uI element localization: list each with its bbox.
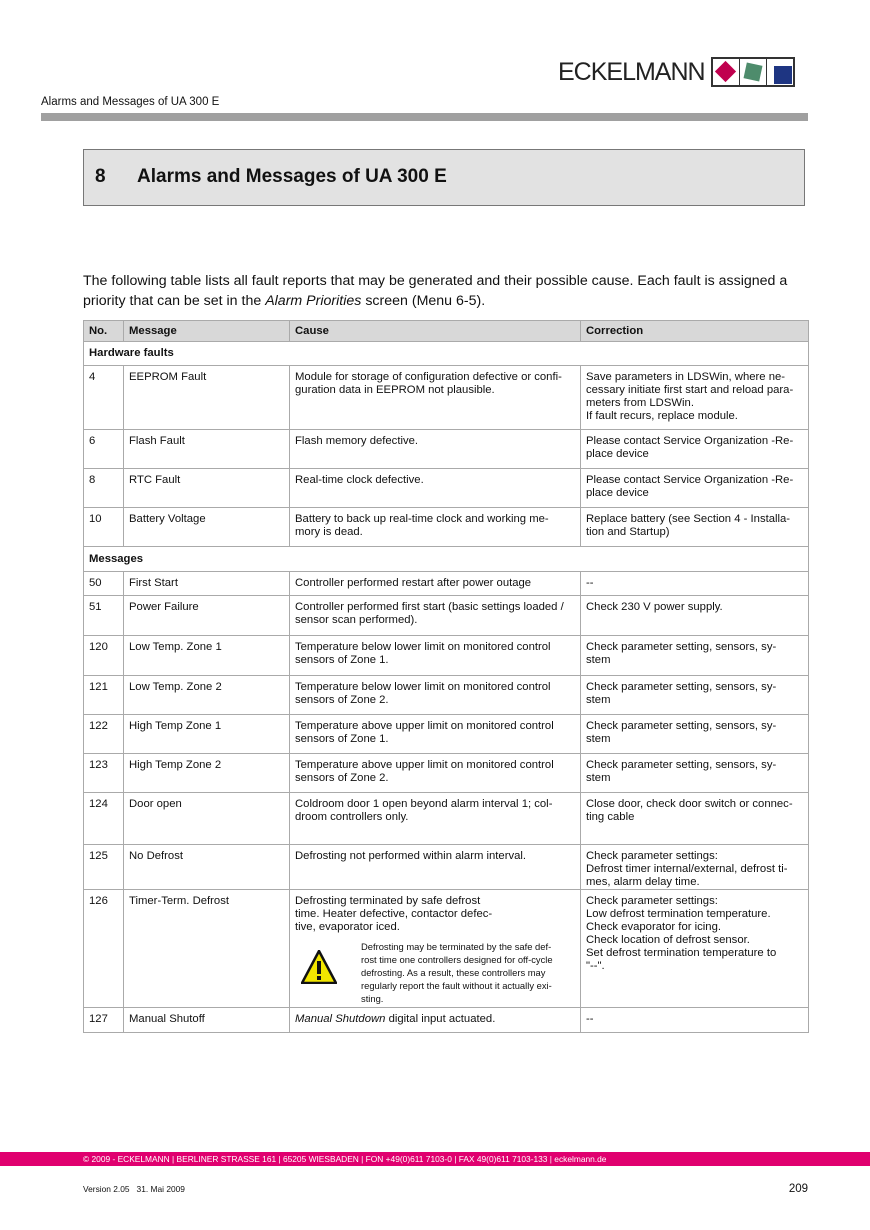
chapter-title: Alarms and Messages of UA 300 E bbox=[137, 166, 447, 187]
table-row bbox=[84, 1008, 809, 1033]
cell-message: First Start bbox=[124, 572, 290, 596]
cell-no: 50 bbox=[84, 572, 124, 596]
cell-no: 121 bbox=[84, 676, 124, 715]
cell-no: 125 bbox=[84, 845, 124, 890]
table-row bbox=[84, 890, 809, 1008]
cell-cause: Temperature below lower limit on monitored control sensors of Zone 2. bbox=[290, 676, 581, 715]
cell-message: Low Temp. Zone 2 bbox=[124, 676, 290, 715]
cell-message: High Temp Zone 2 bbox=[124, 754, 290, 793]
table-row bbox=[84, 572, 809, 596]
cell-message: Flash Fault bbox=[124, 430, 290, 469]
cell-no: 6 bbox=[84, 430, 124, 469]
cell-message: No Defrost bbox=[124, 845, 290, 890]
cell-no: 8 bbox=[84, 469, 124, 508]
table-header-row bbox=[84, 321, 809, 342]
cell-no: 51 bbox=[84, 596, 124, 636]
cell-correction: Check parameter setting, sensors, sy- stem bbox=[581, 636, 809, 676]
cell-cause: Defrosting terminated by safe defrost time. Heater defective, contactor defec- tive, evaporator iced. Defrosting may be terminated by the safe def- rost time one controllers designed for off-cycle defrosting. As a result, these controllers may regularly report the fault without it actually exi- sting. bbox=[290, 890, 581, 1008]
cell-message: Manual Shutoff bbox=[124, 1008, 290, 1033]
cell-cause: Temperature above upper limit on monitored control sensors of Zone 2. bbox=[290, 754, 581, 793]
col-header: Message bbox=[124, 321, 290, 342]
input-name: Manual Shutdown bbox=[295, 1013, 386, 1025]
cell-cause: Coldroom door 1 open beyond alarm interval 1; col- droom controllers only. bbox=[290, 793, 581, 845]
cell-no: 10 bbox=[84, 508, 124, 547]
cell-correction: Check parameter settings: Defrost timer internal/external, defrost ti- mes, alarm delay time. bbox=[581, 845, 809, 890]
chapter-number: 8 bbox=[95, 166, 106, 187]
cell-cause: Battery to back up real-time clock and working me- mory is dead. bbox=[290, 508, 581, 547]
cell-no: 123 bbox=[84, 754, 124, 793]
table-row bbox=[84, 430, 809, 469]
cell-correction: Please contact Service Organization -Re- place device bbox=[581, 469, 809, 508]
cell-cause: Controller performed restart after power outage bbox=[290, 572, 581, 596]
page-number: 209 bbox=[788, 1183, 808, 1195]
col-header: Cause bbox=[290, 321, 581, 342]
table-row bbox=[84, 636, 809, 676]
section-title: Hardware faults bbox=[84, 342, 809, 366]
section-title: Messages bbox=[84, 547, 809, 572]
cell-correction: Save parameters in LDSWin, where ne- cessary initiate first start and reload para- meters from LDSWin. If fault recurs, replace module. bbox=[581, 366, 809, 430]
col-header: No. bbox=[84, 321, 124, 342]
cell-message: Door open bbox=[124, 793, 290, 845]
cell-correction: Check parameter setting, sensors, sy- stem bbox=[581, 676, 809, 715]
table-row bbox=[84, 754, 809, 793]
cell-correction: Close door, check door switch or connec- ting cable bbox=[581, 793, 809, 845]
cell-cause: Temperature above upper limit on monitored control sensors of Zone 1. bbox=[290, 715, 581, 754]
cell-correction: -- bbox=[581, 1008, 809, 1033]
table-row bbox=[84, 793, 809, 845]
running-header: Alarms and Messages of UA 300 E bbox=[41, 96, 220, 108]
cell-message: EEPROM Fault bbox=[124, 366, 290, 430]
col-header: Correction bbox=[581, 321, 809, 342]
table-row bbox=[84, 676, 809, 715]
cell-message: Timer-Term. Defrost bbox=[124, 890, 290, 1008]
footer-bar bbox=[0, 1152, 870, 1166]
table-row bbox=[84, 845, 809, 890]
warning-note bbox=[295, 940, 575, 1005]
logo-text: ECKELMANN bbox=[558, 57, 705, 86]
cell-message: RTC Fault bbox=[124, 469, 290, 508]
note-text: Defrosting may be terminated by the safe def- rost time one controllers designed for off-cycle defrosting. As a result, these controllers may regularly report the fault without it actually exi- sting. bbox=[361, 941, 553, 1004]
section-row bbox=[84, 342, 809, 366]
cell-correction: Check 230 V power supply. bbox=[581, 596, 809, 636]
cell-no: 122 bbox=[84, 715, 124, 754]
cell-correction: Please contact Service Organization -Re- place device bbox=[581, 430, 809, 469]
table-row bbox=[84, 508, 809, 547]
logo-squares bbox=[711, 57, 795, 87]
version-info: Version 2.05 31. Mai 2009 bbox=[83, 1184, 185, 1194]
table-row bbox=[84, 715, 809, 754]
cell-message: Power Failure bbox=[124, 596, 290, 636]
cell-cause: Flash memory defective. bbox=[290, 430, 581, 469]
cell-cause: Real-time clock defective. bbox=[290, 469, 581, 508]
cell-correction: Check parameter settings: Low defrost termination temperature. Check evaporator for icing. Check location of defrost sensor. Set defrost termination temperature to "--". bbox=[581, 890, 809, 1008]
cell-correction: Check parameter setting, sensors, sy- stem bbox=[581, 754, 809, 793]
cell-cause: Manual Shutdown digital input actuated. bbox=[290, 1008, 581, 1033]
cell-cause: Module for storage of configuration defective or confi- guration data in EEPROM not plausible. bbox=[290, 366, 581, 430]
cell-correction: -- bbox=[581, 572, 809, 596]
cell-cause: Temperature below lower limit on monitored control sensors of Zone 1. bbox=[290, 636, 581, 676]
cell-no: 126 bbox=[84, 890, 124, 1008]
header-rule bbox=[41, 113, 808, 121]
cell-cause: Defrosting not performed within alarm interval. bbox=[290, 845, 581, 890]
footer-address: © 2009 - ECKELMANN | BERLINER STRASSE 161 | 65205 WIESBADEN | FON +49(0)611 7103-0 | FAX 49(0)611 7103-133 | eckelmann.de bbox=[83, 1154, 607, 1164]
cell-message: Battery Voltage bbox=[124, 508, 290, 547]
section-row bbox=[84, 547, 809, 572]
warning-icon bbox=[295, 940, 361, 1005]
cell-no: 120 bbox=[84, 636, 124, 676]
table-row bbox=[84, 469, 809, 508]
cell-no: 127 bbox=[84, 1008, 124, 1033]
cell-correction: Replace battery (see Section 4 - Installa- tion and Startup) bbox=[581, 508, 809, 547]
cell-no: 4 bbox=[84, 366, 124, 430]
cell-message: High Temp Zone 1 bbox=[124, 715, 290, 754]
cell-no: 124 bbox=[84, 793, 124, 845]
cell-cause: Controller performed first start (basic settings loaded / sensor scan performed). bbox=[290, 596, 581, 636]
table-row bbox=[84, 366, 809, 430]
cell-message: Low Temp. Zone 1 bbox=[124, 636, 290, 676]
eckelmann-logo bbox=[558, 57, 795, 87]
cell-correction: Check parameter setting, sensors, sy- stem bbox=[581, 715, 809, 754]
alarm-table bbox=[83, 320, 809, 1033]
table-row bbox=[84, 596, 809, 636]
chapter-heading bbox=[83, 149, 805, 206]
intro-paragraph: The following table lists all fault reports that may be generated and their possible cause. Each fault is assigned a priority that can be set in the Alarm Priorities screen (Menu 6-5). bbox=[83, 273, 788, 309]
